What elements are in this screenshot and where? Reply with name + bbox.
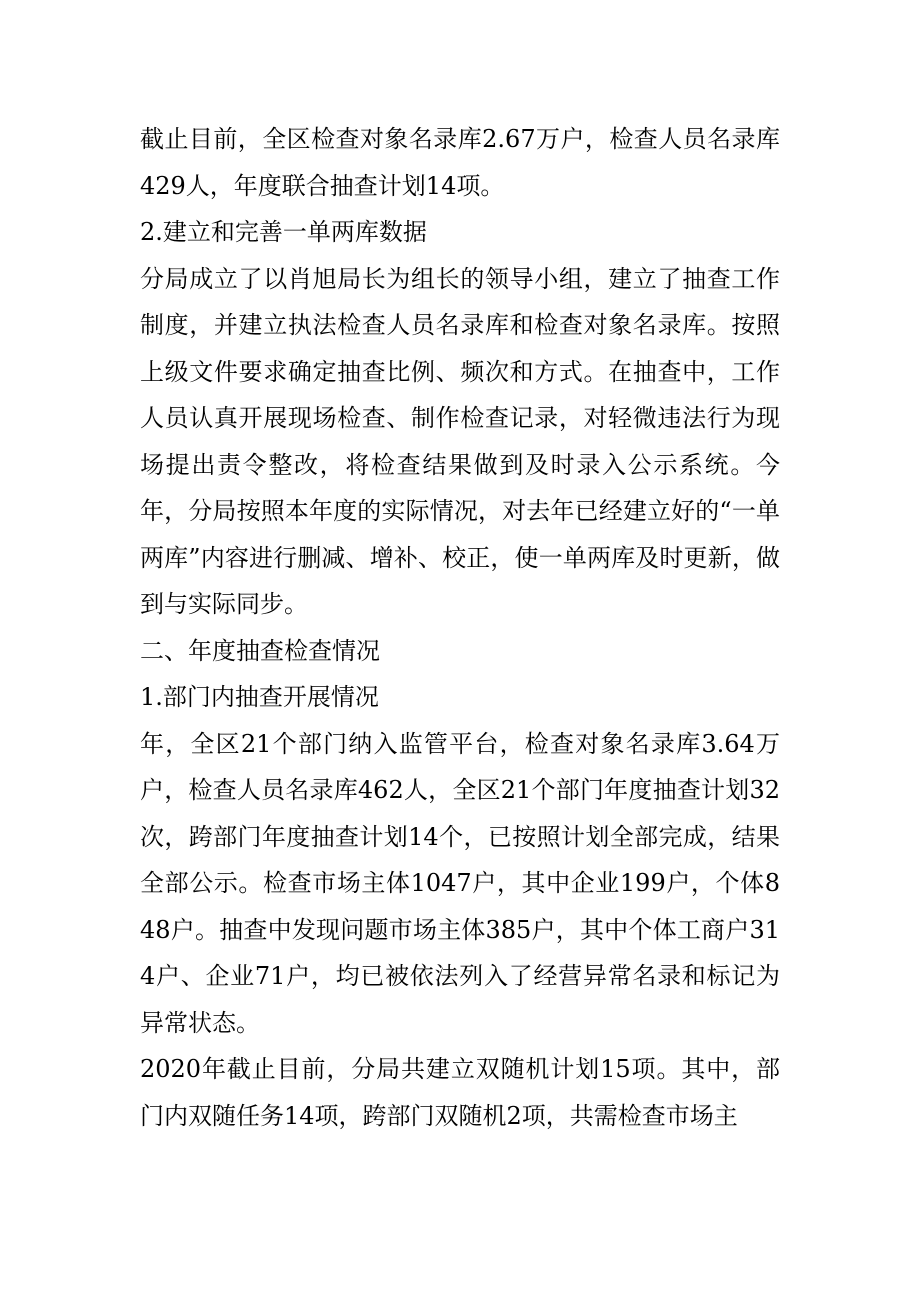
paragraph-annual-statistics: 年，全区21个部门纳入监管平台，检查对象名录库3.64万户，检查人员名录库462人，全区21个部门年度抽查计划32次，跨部门年度抽查计划14个，已按照计划全部完成，结果全部公示。检查市场主体1047户，其中企业199户，个体848户。抽查中发现问题市场主体385户，其中个体工商户314户、企业71户，均已被依法列入了经营异常名录和标记为异常状态。 xyxy=(140,729,780,1037)
paragraph-inspection-database-totals: 截止目前，全区检查对象名录库2.67万户，检查人员名录库429人，年度联合抽查计划14项。 xyxy=(140,125,780,200)
section-heading-internal-inspection: 1.部门内抽查开展情况 xyxy=(140,683,379,711)
section-heading-build-database: 2.建立和完善一单两库数据 xyxy=(140,218,427,246)
paragraph-2020-plans: 2020年截止目前，分局共建立双随机计划15项。其中，部门内双随任务14项，跨部门双随机2项，共需检查市场主 xyxy=(140,1055,780,1130)
paragraph-leadership-group: 分局成立了以肖旭局长为组长的领导小组，建立了抽查工作制度，并建立执法检查人员名录库和检查对象名录库。按照上级文件要求确定抽查比例、频次和方式。在抽查中，工作人员认真开展现场检查、制作检查记录，对轻微违法行为现场提出责令整改，将检查结果做到及时录入公示系统。今年，分局按照本年度的实际情况，对去年已经建立好的“一单两库”内容进行删减、增补、校正，使一单两库及时更新，做到与实际同步。 xyxy=(140,264,780,618)
section-heading-annual-inspection: 二、年度抽查检查情况 xyxy=(140,636,380,665)
document-body xyxy=(140,116,780,1139)
